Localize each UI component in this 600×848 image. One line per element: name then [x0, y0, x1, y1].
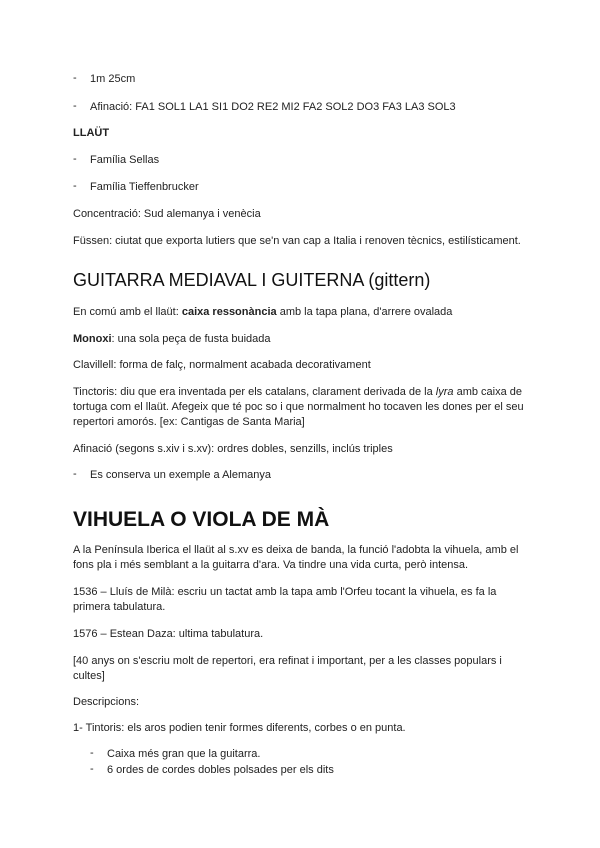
tinctoris-line-1 [73, 385, 522, 399]
bullet-dash: - [90, 763, 94, 775]
tieffenbrucker-bullet: Família Tieffenbrucker [90, 181, 199, 193]
tinctoris-line-2: tortuga com el llaüt. Afegeix que té poc so i que normalment ho tocaven les dones per el seu [73, 401, 524, 413]
comu-bold: caixa ressonància [181, 306, 277, 318]
bullet-dash: - [73, 468, 77, 480]
peninsula-line-1: A la Península Iberica el llaüt al s.xv es deixa de banda, la funció l'adobta la vihuela, amb el [73, 544, 519, 556]
llaut-heading: LLAÜT [73, 127, 110, 139]
monoxi-bold: Monoxi [73, 333, 112, 345]
guitarra-heading: GUITARRA MEDIAVAL I GUITERNA (gittern) [73, 270, 431, 290]
concentracio-text: Concentració: Sud alemanya i venècia [73, 208, 261, 220]
tuning-bullet: Afinació: FA1 SOL1 LA1 SI1 DO2 RE2 MI2 FA2 SOL2 DO3 FA3 LA3 SOL3 [90, 101, 456, 113]
clavillell-text: Clavillell: forma de falç, normalment acabada decorativament [73, 359, 371, 371]
descripcions-label: Descripcions: [73, 696, 140, 708]
length-bullet: 1m 25cm [90, 73, 136, 85]
alemanya-bullet: Es conserva un exemple a Alemanya [90, 469, 271, 481]
bullet-dash: - [73, 72, 77, 84]
tinctoris-post: amb caixa de [453, 386, 523, 398]
ordes-sub-bullet: 6 ordes de cordes dobles polsades per els dits [107, 764, 334, 776]
fussen-text: Füssen: ciutat que exporta lutiers que se'n van cap a Italia i renoven tècnics, estilísticament. [73, 235, 521, 247]
tinctoris-line-3: repertori amorós. [ex: Cantigas de Santa Maria] [73, 416, 305, 428]
lyra-italic: lyra [435, 386, 454, 398]
bullet-dash: - [73, 180, 77, 192]
monoxi-paragraph [73, 332, 271, 346]
bullet-dash: - [73, 100, 77, 112]
daza-text: 1576 – Estean Daza: ultima tabulatura. [73, 628, 264, 640]
monoxi-rest: : una sola peça de fusta buidada [111, 333, 271, 345]
afinacio-text: Afinació (segons s.xiv i s.xv): ordres dobles, senzills, inclús triples [73, 443, 393, 455]
anys-line-1: [40 anys on s'escriu molt de repertori, era refinat i important, per a les classes populars i [73, 655, 502, 667]
sellas-bullet: Família Sellas [90, 154, 160, 166]
milan-line-1: 1536 – Lluís de Milà: escriu un tactat amb la tapa amb l'Orfeu tocant la vihuela, es fa la [73, 586, 497, 598]
bullet-dash: - [90, 747, 94, 759]
comu-post: amb la tapa plana, d'arrere ovalada [276, 306, 453, 318]
tintoris-item: 1- Tintoris: els aros podien tenir formes diferents, corbes o en punta. [73, 722, 406, 734]
anys-line-2: cultes] [73, 670, 105, 682]
comu-pre: En comú amb el llaüt: [73, 306, 182, 318]
bullet-dash: - [73, 153, 77, 165]
comu-paragraph [73, 305, 452, 319]
milan-line-2: primera tabulatura. [73, 601, 166, 613]
vihuela-heading: VIHUELA O VIOLA DE MÀ [73, 508, 330, 531]
tinctoris-pre: Tinctoris: diu que era inventada per els catalans, clarament derivada de la [73, 386, 436, 398]
caixa-sub-bullet: Caixa més gran que la guitarra. [107, 748, 261, 760]
peninsula-line-2: fons pla i més semblant a la guitarra d'ara. Va tindre una vida curta, però intensa. [73, 559, 469, 571]
